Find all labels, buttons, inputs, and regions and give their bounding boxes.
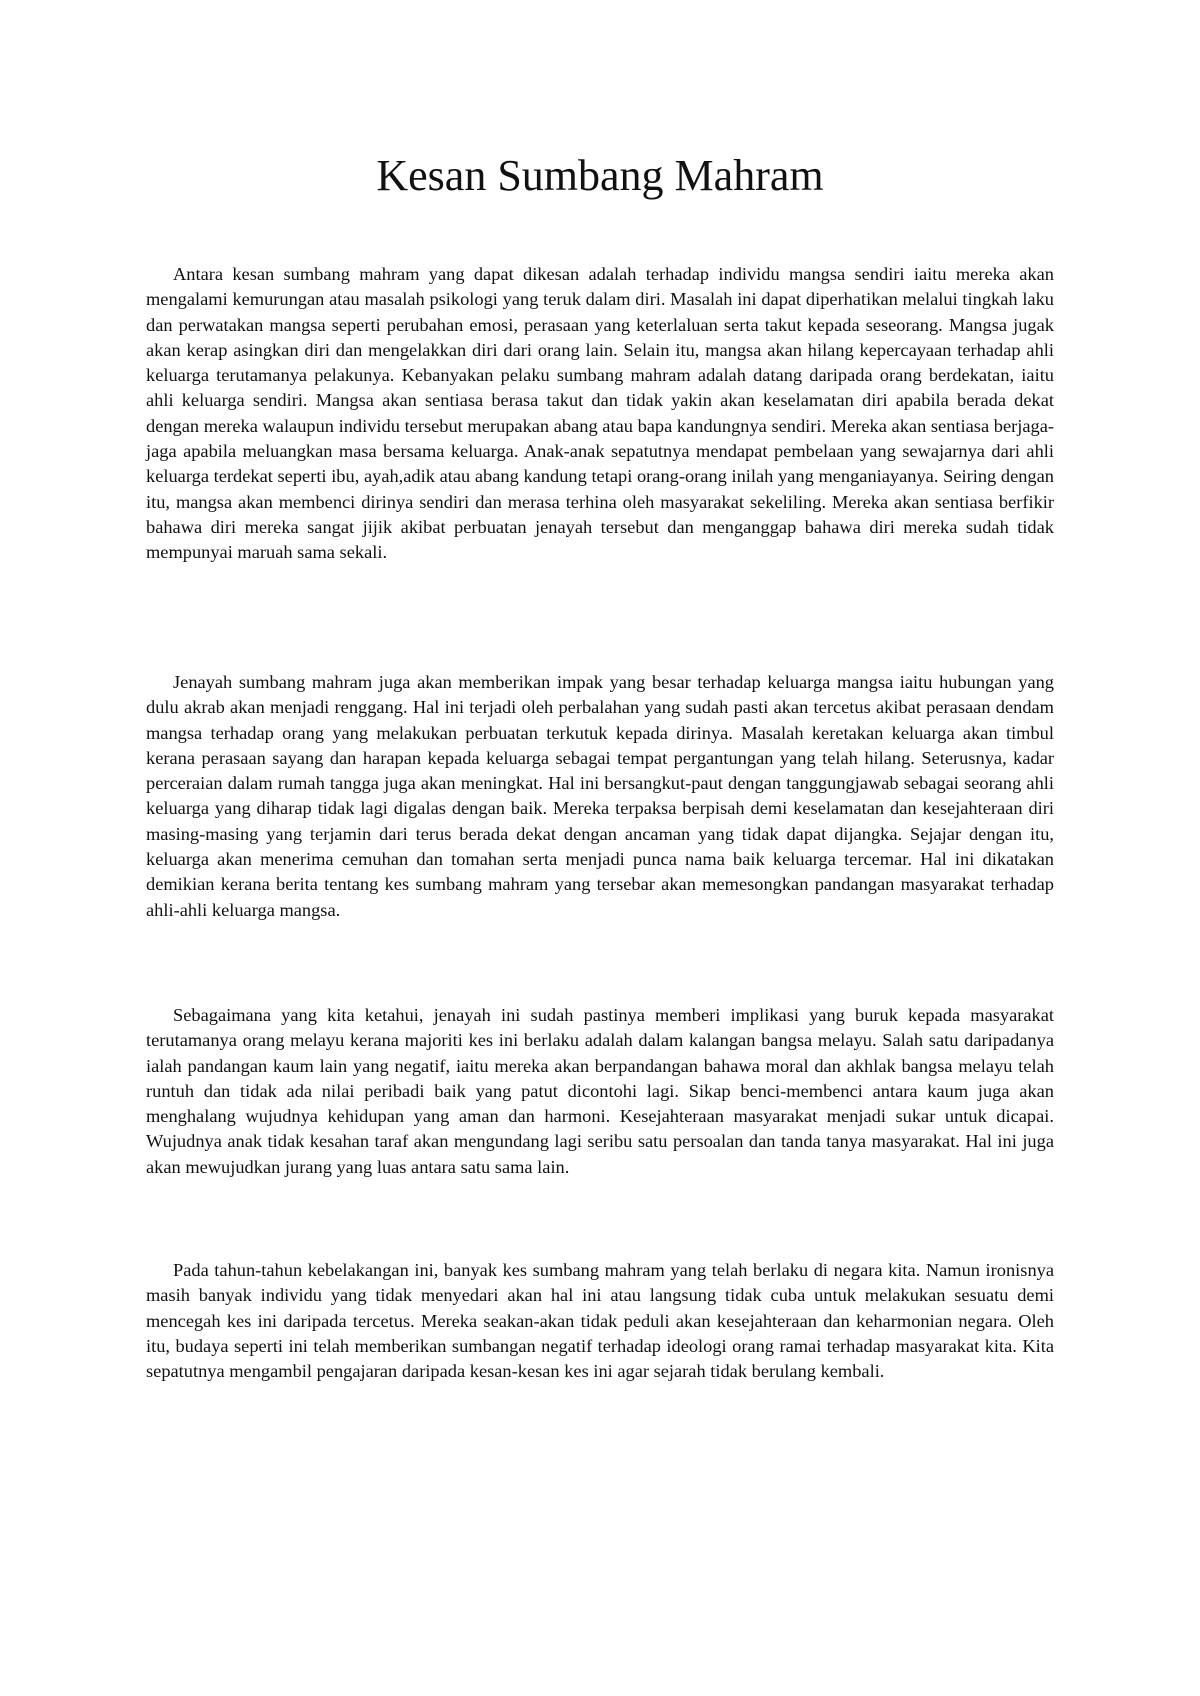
paragraph-1: Antara kesan sumbang mahram yang dapat dikesan adalah terhadap individu mangsa sendiri iaitu mereka akan mengalami kemurungan atau masalah psikologi yang teruk dalam diri. Masalah ini dapat diperhatikan melalui tingkah laku dan perwatakan mangsa seperti perubahan emosi, perasaan yang keterlaluan serta takut kepada seseorang. Mangsa jugak akan kerap asingkan diri dan mengelakkan diri dari orang lain. Selain itu, mangsa akan hilang kepercayaan terhadap ahli keluarga terutamanya pelakunya. Kebanyakan pelaku sumbang mahram adalah datang daripada orang berdekatan, iaitu ahli keluarga sendiri. Mangsa akan sentiasa berasa takut dan tidak yakin akan keselamatan diri apabila berada dekat dengan mereka walaupun individu tersebut merupakan abang atau bapa kandungnya sendiri. Mereka akan sentiasa berjaga-jaga apabila meluangkan masa bersama keluarga. Anak-anak sepatutnya mendapat pembelaan yang sewajarnya dari ahli keluarga terdekat seperti ibu, ayah,adik atau abang kandung tetapi orang-orang inilah yang menganiayanya. Seiring dengan itu, mangsa akan membenci dirinya sendiri dan merasa terhina oleh masyarakat sekeliling. Mereka akan sentiasa berfikir bahawa diri mereka sangat jijik akibat perbuatan jenayah tersebut dan menganggap bahawa diri mereka sudah tidak mempunyai maruah sama sekali. xyxy=(146,264,1054,563)
page-title: Kesan Sumbang Mahram xyxy=(376,151,824,200)
paragraph-3: Sebagaimana yang kita ketahui, jenayah ini sudah pastinya memberi implikasi yang buruk kepada masyarakat terutamanya orang melayu kerana majoriti kes ini berlaku adalah dalam kalangan bangsa melayu. Salah satu daripadanya ialah pandangan kaum lain yang negatif, iaitu mereka akan berpandangan bahawa moral dan akhlak bangsa melayu telah runtuh dan tidak ada nilai peribadi baik yang patut dicontohi lagi. Sikap benci-membenci antara kaum juga akan menghalang wujudnya kehidupan yang aman dan harmoni. Kesejahteraan masyarakat menjadi sukar untuk dicapai. Wujudnya anak tidak kesahan taraf akan mengundang lagi seribu satu persoalan dan tanda tanya masyarakat. Hal ini juga akan mewujudkan jurang yang luas antara satu sama lain. xyxy=(146,1005,1054,1177)
paragraph-2: Jenayah sumbang mahram juga akan memberikan impak yang besar terhadap keluarga mangsa iaitu hubungan yang dulu akrab akan menjadi renggang. Hal ini terjadi oleh perbalahan yang sudah pasti akan tercetus akibat perasaan dendam mangsa terhadap orang yang melakukan perbuatan terkutuk kepada dirinya. Masalah keretakan keluarga akan timbul kerana perasaan sayang dan harapan kepada keluarga sebagai tempat pergantungan yang telah hilang. Seterusnya, kadar perceraian dalam rumah tangga juga akan meningkat. Hal ini bersangkut-paut dengan tanggungjawab sebagai seorang ahli keluarga yang diharap tidak lagi digalas dengan baik. Mereka terpaksa berpisah demi keselamatan dan kesejahteraan diri masing-masing yang terjamin dari terus berada dekat dengan ancaman yang tidak dapat dijangka. Sejajar dengan itu, keluarga akan menerima cemuhan dan tomahan serta menjadi punca nama baik keluarga tercemar. Hal ini dikatakan demikian kerana berita tentang kes sumbang mahram yang tersebar akan memesongkan pandangan masyarakat terhadap ahli-ahli keluarga mangsa. xyxy=(146,672,1054,920)
paragraph-4: Pada tahun-tahun kebelakangan ini, banyak kes sumbang mahram yang telah berlaku di negara kita. Namun ironisnya masih banyak individu yang tidak menyedari akan hal ini atau langsung tidak cuba untuk melakukan sesuatu demi mencegah kes ini daripada tercetus. Mereka seakan-akan tidak peduli akan kesejahteraan dan keharmonian negara. Oleh itu, budaya seperti ini telah memberikan sumbangan negatif terhadap ideologi orang ramai terhadap masyarakat kita. Kita sepatutnya mengambil pengajaran daripada kesan-kesan kes ini agar sejarah tidak berulang kembali. xyxy=(146,1260,1054,1382)
